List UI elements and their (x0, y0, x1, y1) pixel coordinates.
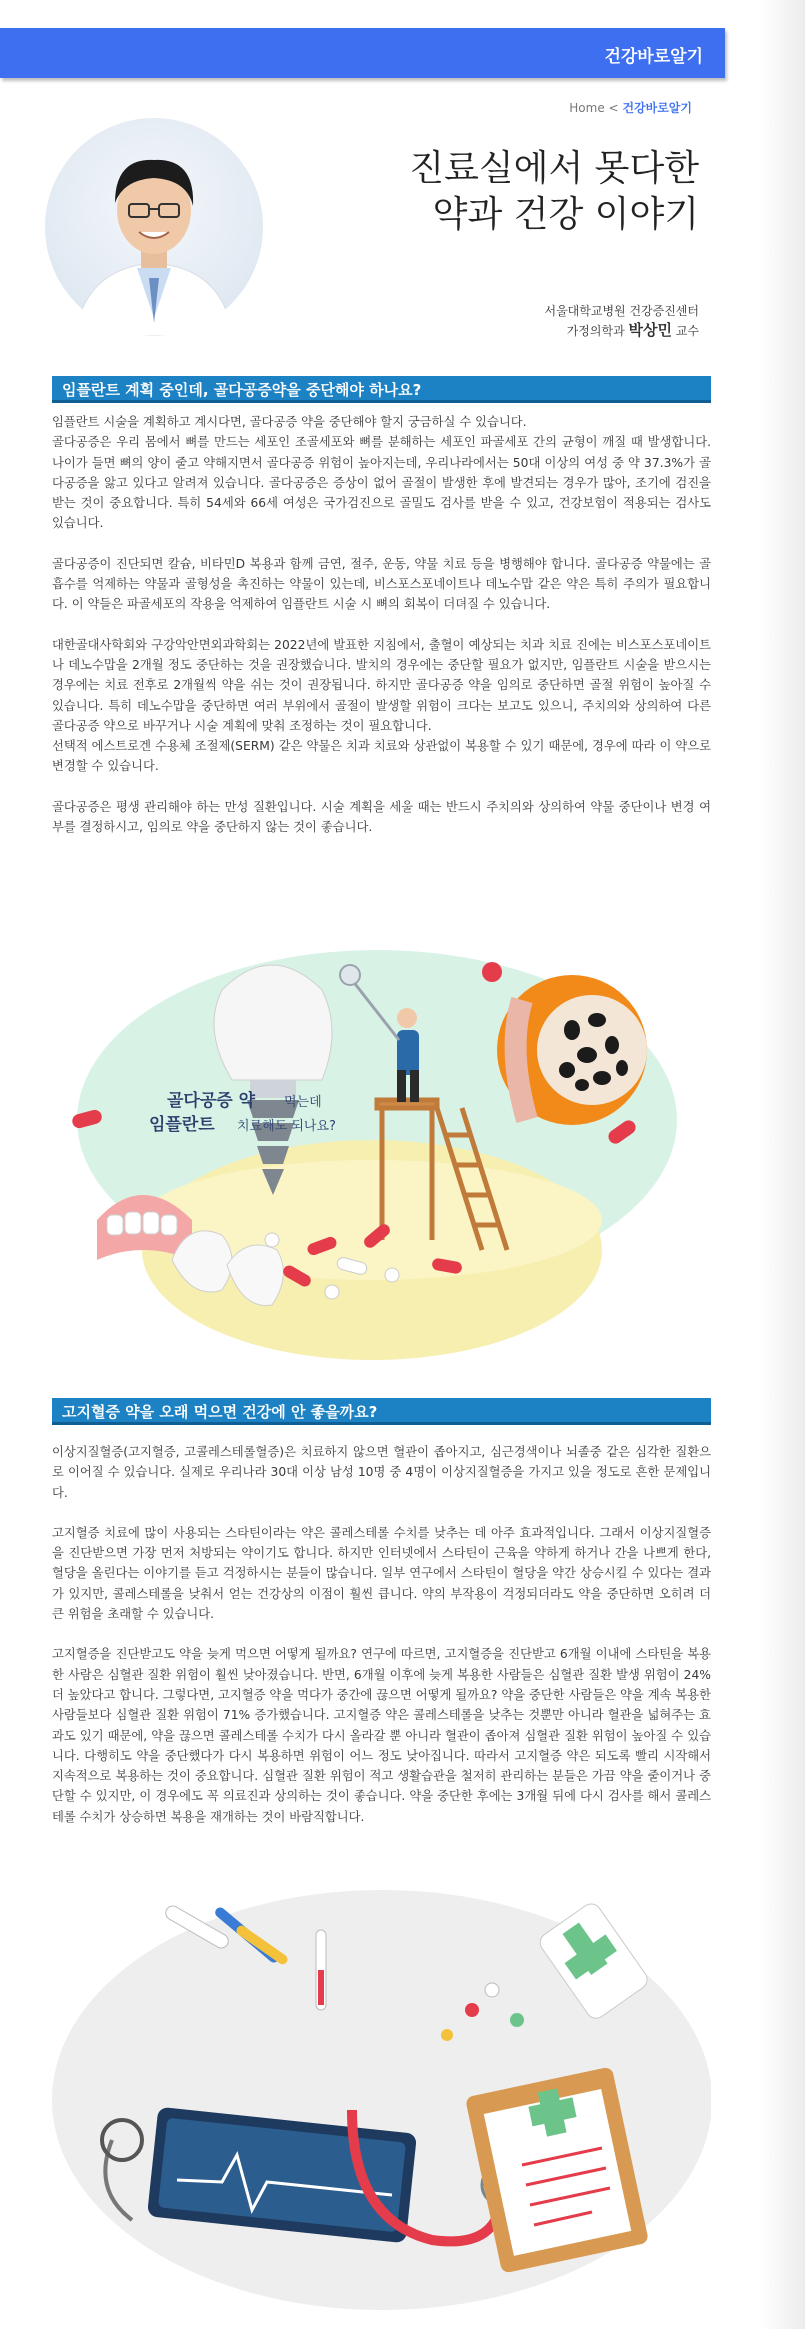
author-role: 교수 (675, 324, 699, 338)
medical-equipment-illustration (52, 1890, 711, 2320)
body-paragraph: 이상지질혈증(고지혈증, 고콜레스테롤혈증)은 치료하지 않으면 혈관이 좁아지고, 심근경색이나 뇌졸중 같은 심각한 질환으로 이어질 수 있습니다. 실제로 우리나라 30대 이상 남성 10명 중 4명이 이상지질혈증을 가지고 있을 정도로 흔한 문제입니다. (52, 1445, 711, 1500)
section-heading-text: 임플란트 계획 중인데, 골다공증약을 중단해야 하나요? (62, 381, 422, 399)
section-heading-1 (52, 376, 711, 403)
breadcrumb (569, 99, 692, 116)
body-paragraph: 임플란트 시술을 계획하고 계시다면, 골다공증 약을 중단해야 할지 궁금하실 수 있습니다. (52, 415, 527, 429)
section-body-1 (52, 412, 711, 857)
section-heading-text: 고지혈증 약을 오래 먹으면 건강에 안 좋을까요? (62, 1403, 378, 1421)
body-paragraph: 고지혈증 치료에 많이 사용되는 스타틴이라는 약은 콜레스테롤 수치를 낮추는 데 아주 효과적입니다. 그래서 이상지질혈증을 진단받으면 가장 먼저 처방되는 약이기도 합니다. 하지만 인터넷에서 스타틴이 근육을 약하게 하거나 간을 나쁘게 한다, 혈당을 올린다는 이야기를 듣고 걱정하시는 분들이 많습니다. 일부 연구에서 스타틴이 혈당을 약간 상승시킬 수 있다는 결과가 있지만, 콜레스테롤을 낮춰서 얻는 건강상의 이점이 훨씬 큽니다. 약의 부작용이 걱정되더라도 약을 중단하면 오히려 더 큰 위험을 초래할 수 있습니다. (52, 1525, 711, 1622)
breadcrumb-separator: < (608, 101, 619, 115)
author-department: 가정의학과 (566, 324, 625, 338)
illustration-caption-c: 임플란트 (149, 1115, 215, 1135)
breadcrumb-current[interactable]: 건강바로알기 (622, 101, 692, 115)
body-paragraph: 골다공증은 평생 관리해야 하는 만성 질환입니다. 시술 계획을 세울 때는 반드시 주치의와 상의하여 약물 중단이나 변경 여부를 결정하시고, 임의로 약을 중단하지 않는 것이 좋습니다. (52, 799, 711, 835)
breadcrumb-home[interactable]: Home (569, 101, 605, 115)
author-name: 박상민 (628, 321, 672, 339)
illustration-caption-b: 먹는데 (284, 1095, 322, 1110)
illustration-caption-a: 골다공증 약 (167, 1091, 256, 1111)
implant-illustration (52, 920, 711, 1400)
dental-implant-illustration (52, 920, 711, 1400)
medical-tools-illustration (52, 1890, 711, 2320)
section-heading-2 (52, 1398, 711, 1425)
article-title-line1: 진료실에서 못다한 (409, 148, 699, 189)
author-portrait (45, 118, 263, 336)
section-body-2 (52, 1442, 711, 1847)
section-header-bar (0, 28, 725, 78)
author-info (544, 302, 699, 341)
body-paragraph: 대한골대사학회와 구강악안면외과학회는 2022년에 발표한 지침에서, 출혈이 예상되는 치과 치료 진에는 비스포스포네이트나 데노수맙을 2개월 정도 중단하는 것을 권장했습니다. 발치의 경우에는 중단할 필요가 없지만, 임플란트 시술을 받으시는 경우에는 치료 전후로 2개월씩 약을 쉬는 것이 권장됩니다. 하지만 골다공증 약을 임의로 중단하면 골절 위험이 높아질 수 있습니다. 특히 데노수맙을 중단하면 여러 부위에서 골절이 발생할 위험이 크다는 보고도 있으니, 주치의와 상의하여 다른 골다공증 약으로 바꾸거나 시술 계획에 맞춰 조정하는 것이 필요합니다. 선택적 에스트로겐 수용체 조절제(SERM) 같은 약물은 치과 치료와 상관없이 복용할 수 있기 때문에, 경우에 따라 이 약으로 변경할 수 있습니다. (52, 637, 711, 774)
article-title (409, 146, 699, 238)
page-side-shadow (760, 0, 805, 2329)
body-paragraph: 골다공증은 우리 몸에서 뼈를 만드는 세포인 조골세포와 뼈를 분해하는 세포인 파골세포 간의 균형이 깨질 때 발생합니다. 나이가 들면 뼈의 양이 줄고 약해지면서 골다공증 위험이 높아지는데, 우리나라에서는 50대 이상의 여성 중 약 37.3%가 골다공증을 앓고 있다고 알려져 있습니다. 골다공증은 증상이 없어 골절이 발생한 후에 발견되는 경우가 많아, 조기에 검진을 받는 것이 중요합니다. 특히 54세와 66세 여성은 국가검진으로 골밀도 검사를 받을 수 있고, 건강보험이 적용되는 검사도 있습니다. (52, 435, 711, 531)
article-title-line2: 약과 건강 이야기 (432, 194, 699, 235)
doctor-portrait-illustration (45, 118, 263, 336)
author-organization: 서울대학교병원 건강증진센터 (544, 304, 699, 318)
illustration-caption-d: 치료해도 되나요? (237, 1119, 336, 1134)
body-paragraph: 골다공증이 진단되면 칼슘, 비타민D 복용과 함께 금연, 절주, 운동, 약물 치료 등을 병행해야 합니다. 골다공증 약물에는 골흡수를 억제하는 약물과 골형성을 촉진하는 약물이 있는데, 비스포스포네이트나 데노수맙 같은 약은 특히 주의가 필요합니다. 이 약들은 파골세포의 작용을 억제하여 임플란트 시술 시 뼈의 회복이 더뎌질 수 있습니다. (52, 556, 711, 612)
body-paragraph: 고지혈증을 진단받고도 약을 늦게 먹으면 어떻게 될까요? 연구에 따르면, 고지혈증을 진단받고 6개월 이내에 스타틴을 복용한 사람은 심혈관 질환 위험이 훨씬 낮아졌습니다. 반면, 6개월 이후에 늦게 복용한 사람들은 심혈관 질환 발생 위험이 24% 더 높았다고 합니다. 그렇다면, 고지혈증 약을 먹다가 중간에 끊으면 어떻게 될까요? 약을 중단한 사람들은 약을 계속 복용한 사람들보다 심혈관 질환 위험이 71% 증가했습니다. 고지혈증 약은 콜레스테롤을 낮추는 것뿐만 아니라 혈관을 넓혀주는 효과도 있기 때문에, 약을 끊으면 콜레스테롤 수치가 다시 올라갈 뿐 아니라 혈관이 좁아져 심혈관 질환 위험이 높아질 수 있습니다. 다행히도 약을 중단했다가 다시 복용하면 위험이 어느 정도 낮아집니다. 따라서 고지혈증 약은 되도록 빨리 시작해서 지속적으로 복용하는 것이 중요합니다. 심혈관 질환 위험이 적고 생활습관을 철저히 관리하는 분들은 가끔 약을 줄이거나 중단할 수 있지만, 이 경우에도 꼭 의료진과 상의하는 것이 좋습니다. 약을 중단한 후에는 3개월 뒤에 다시 검사를 해서 콜레스테롤 수치가 상승하면 복용을 재개하는 것이 바람직합니다. (52, 1647, 711, 1824)
header-title: 건강바로알기 (604, 47, 703, 67)
